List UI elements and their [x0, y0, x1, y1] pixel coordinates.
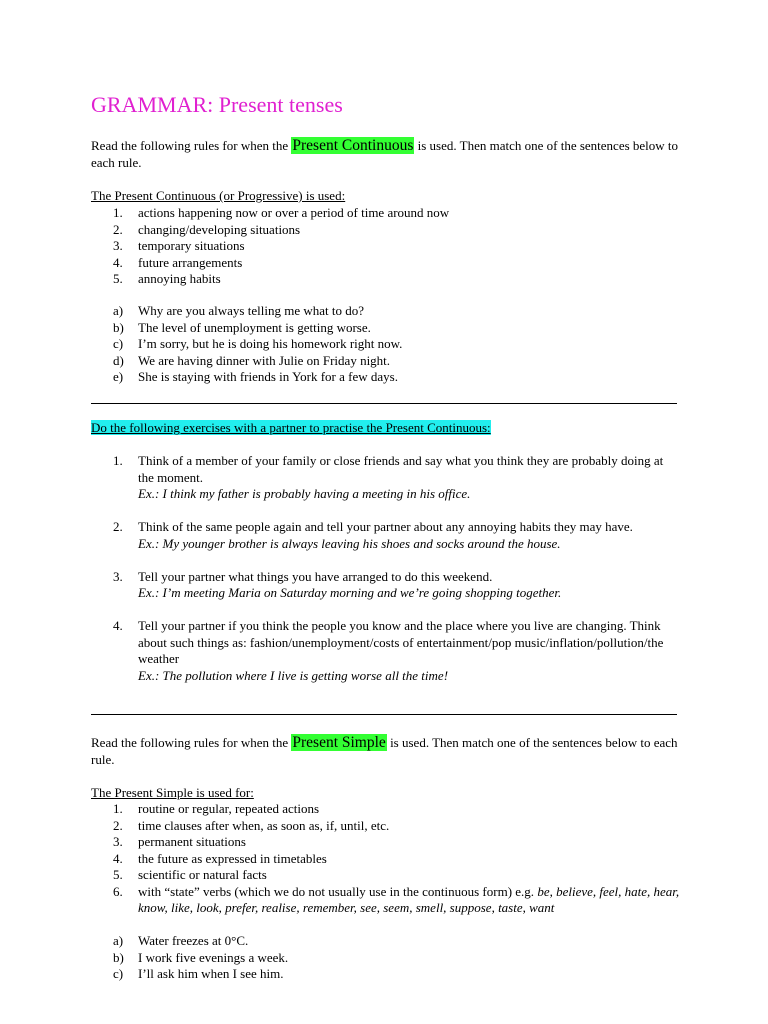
list-item: 2. changing/developing situations — [113, 221, 301, 237]
present-continuous-rules — [91, 205, 681, 288]
list-item: c) I’ll ask him when I see him. — [113, 966, 284, 981]
list-item: c) I’m sorry, but he is doing his homework right now. — [113, 336, 403, 351]
present-simple-heading: The Present Simple is used for: — [91, 785, 254, 800]
list-item: 3. Tell your partner what things you have arranged to do this weekend. Ex.: I’m meeting Maria on Saturday morning and we’re going shopping together. — [113, 568, 562, 600]
divider — [91, 403, 677, 404]
list-item: d) We are having dinner with Julie on Friday night. — [113, 352, 391, 368]
list-item: b) I work five evenings a week. — [113, 949, 289, 965]
list-item: 3. permanent situations — [113, 834, 246, 849]
present-continuous-heading: The Present Continuous (or Progressive) is used: — [91, 188, 346, 203]
present-simple-examples — [91, 933, 681, 983]
intro-present-continuous: Read the following rules for when the Present Continuous is used. Then match one of the sentences below to each rule. — [91, 137, 679, 170]
page-title: GRAMMAR: Present tenses — [91, 92, 343, 117]
list-item: b) The level of unemployment is getting worse. — [113, 319, 371, 335]
exercise-heading: Do the following exercises with a partner to practise the Present Continuous: — [91, 420, 491, 435]
intro-present-simple: Read the following rules for when the Present Simple is used. Then match one of the sentences below to each rule. — [91, 734, 678, 767]
list-item: 4. future arrangements — [113, 254, 243, 270]
list-item: 2. Think of the same people again and tell your partner about any annoying habits they may have. Ex.: My younger brother is always leaving his shoes and socks around the house. — [113, 519, 633, 551]
exercise-list — [91, 453, 681, 701]
list-item: a) Why are you always telling me what to do? — [113, 303, 364, 318]
list-item: 6. with “state” verbs (which we do not usually use in the continuous form) e.g. be, believe, feel, hate, hear, know, like, look, prefer, realise, remember, see, seem, smell, suppose, taste, want — [113, 883, 680, 915]
list-item: 5. annoying habits — [113, 271, 221, 286]
list-item: 1. routine or regular, repeated actions — [113, 801, 320, 816]
list-item: 5. scientific or natural facts — [113, 867, 267, 882]
present-simple-rules — [91, 801, 681, 917]
list-item: 3. temporary situations — [113, 238, 245, 253]
list-item: a) Water freezes at 0°C. — [113, 933, 249, 948]
list-item: 2. time clauses after when, as soon as, if, until, etc. — [113, 817, 390, 833]
highlight-present-continuous: Present Continuous — [292, 137, 414, 154]
highlight-present-simple: Present Simple — [292, 734, 386, 751]
list-item: e) She is staying with friends in York for a few days. — [113, 369, 398, 384]
list-item: 4. Tell your partner if you think the people you know and the place where you live are changing. Think about such things as: fashion/unemployment/costs of entertainment/pop music/inflation/pollution/the weather Ex.: The pollution where I live is getting worse all the time! — [113, 618, 664, 683]
present-continuous-examples — [91, 303, 681, 386]
list-item: 1. Think of a member of your family or close friends and say what you think they are probably doing at the moment. Ex.: I think my father is probably having a meeting in his office. — [113, 453, 664, 501]
divider — [91, 714, 677, 715]
list-item: 4. the future as expressed in timetables — [113, 850, 327, 866]
list-item: 1. actions happening now or over a period of time around now — [113, 205, 450, 220]
